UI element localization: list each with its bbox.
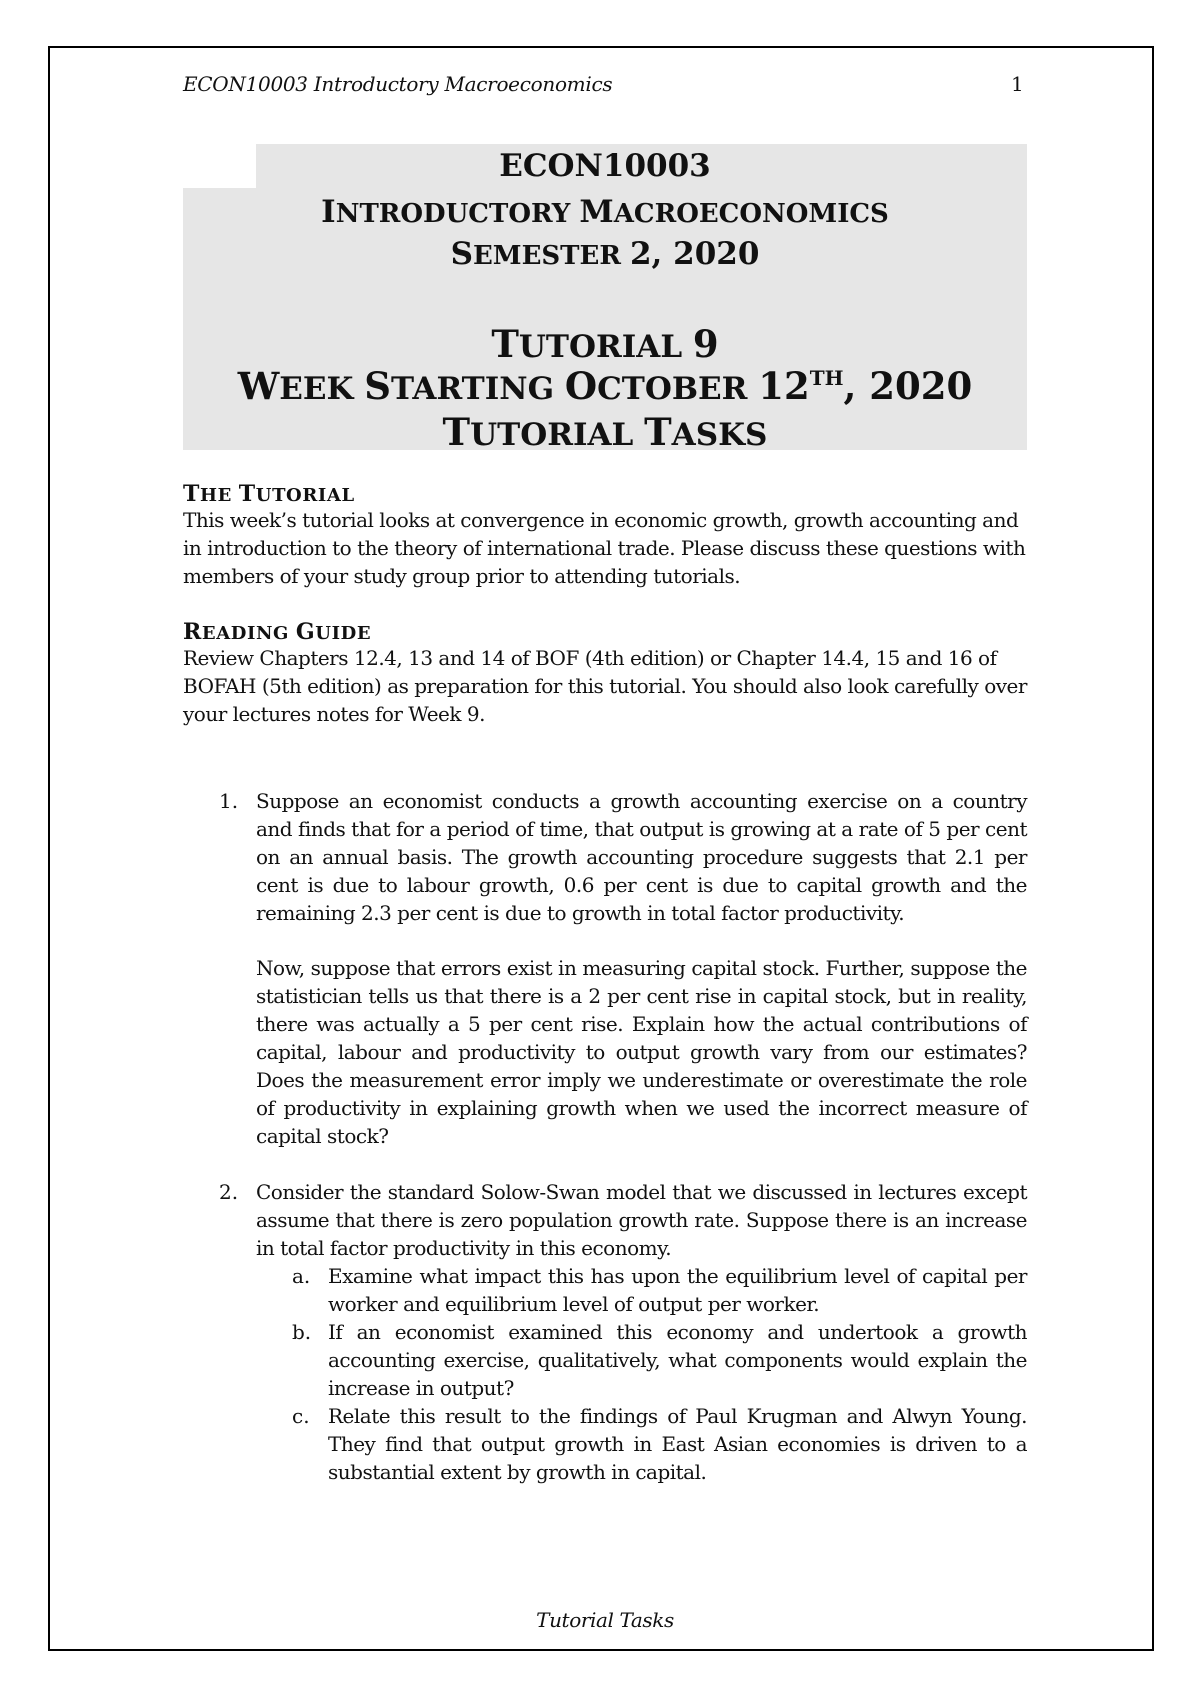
question-2b-letter: b. bbox=[292, 1320, 312, 1344]
heading-the-tutorial: THE TUTORIAL bbox=[183, 481, 355, 507]
question-1-number: 1. bbox=[219, 789, 239, 813]
page-number: 1 bbox=[1011, 72, 1024, 96]
course-name: INTRODUCTORY MACROECONOMICS bbox=[321, 194, 889, 230]
tutorial-tasks-title: TUTORIAL TASKS bbox=[442, 410, 768, 454]
question-2-number: 2. bbox=[219, 1180, 239, 1204]
reading-guide-text: Review Chapters 12.4, 13 and 14 of BOF (4th edition) or Chapter 14.4, 15 and 16 of BOFAH (5th edition) as preparation for this tutorial. You should also look carefully over your lectures notes for Week 9. bbox=[183, 646, 1027, 726]
semester: SEMESTER 2, 2020 bbox=[450, 236, 760, 272]
tutorial-description: This week’s tutorial looks at convergence in economic growth, growth accounting and in introduction to the theory of international trade. Please discuss these questions with members of your study group prior to attending tutorials. bbox=[183, 508, 1026, 588]
question-2c-letter: c. bbox=[292, 1404, 310, 1428]
heading-reading-guide: READING GUIDE bbox=[183, 619, 372, 645]
question-1-text-continued: Now, suppose that errors exist in measuring capital stock. Further, suppose the statistician tells us that there is a 2 per cent rise in capital stock, but in reality, there was actually a 5 per cent rise. Explain how the actual contributions of capital, labour and productivity to output growth vary from our estimates? Does the measurement error imply we underestimate or overestimate the role of productivity in explaining growth when we used the incorrect measure of capital stock? bbox=[256, 956, 1027, 1148]
question-2c-text: Relate this result to the findings of Paul Krugman and Alwyn Young. They find that output growth in East Asian economies is driven to a substantial extent by growth in capital. bbox=[328, 1404, 1027, 1484]
question-2b-text: If an economist examined this economy and undertook a growth accounting exercise, qualitatively, what components would explain the increase in output? bbox=[328, 1320, 1027, 1400]
question-1-text: Suppose an economist conducts a growth accounting exercise on a country and finds that for a period of time, that output is growing at a rate of 5 per cent on an annual basis. The growth accounting procedure suggests that 2.1 per cent is due to labour growth, 0.6 per cent is due to capital growth and the remaining 2.3 per cent is due to growth in total factor productivity. bbox=[256, 789, 1027, 925]
week-starting: WEEK STARTING OCTOBER 12TH, 2020 bbox=[237, 364, 973, 408]
question-2a-letter: a. bbox=[292, 1264, 311, 1288]
tutorial-number: TUTORIAL 9 bbox=[491, 322, 719, 366]
course-code: ECON10003 bbox=[499, 148, 711, 184]
question-2-text: Consider the standard Solow-Swan model that we discussed in lectures except assume that there is zero population growth rate. Suppose there is an increase in total factor productivity in this economy. bbox=[256, 1180, 1027, 1260]
question-2a-text: Examine what impact this has upon the equilibrium level of capital per worker and equilibrium level of output per worker. bbox=[328, 1264, 1027, 1316]
running-header-title: ECON10003 Introductory Macroeconomics bbox=[183, 72, 613, 96]
footer-text: Tutorial Tasks bbox=[536, 1608, 674, 1632]
